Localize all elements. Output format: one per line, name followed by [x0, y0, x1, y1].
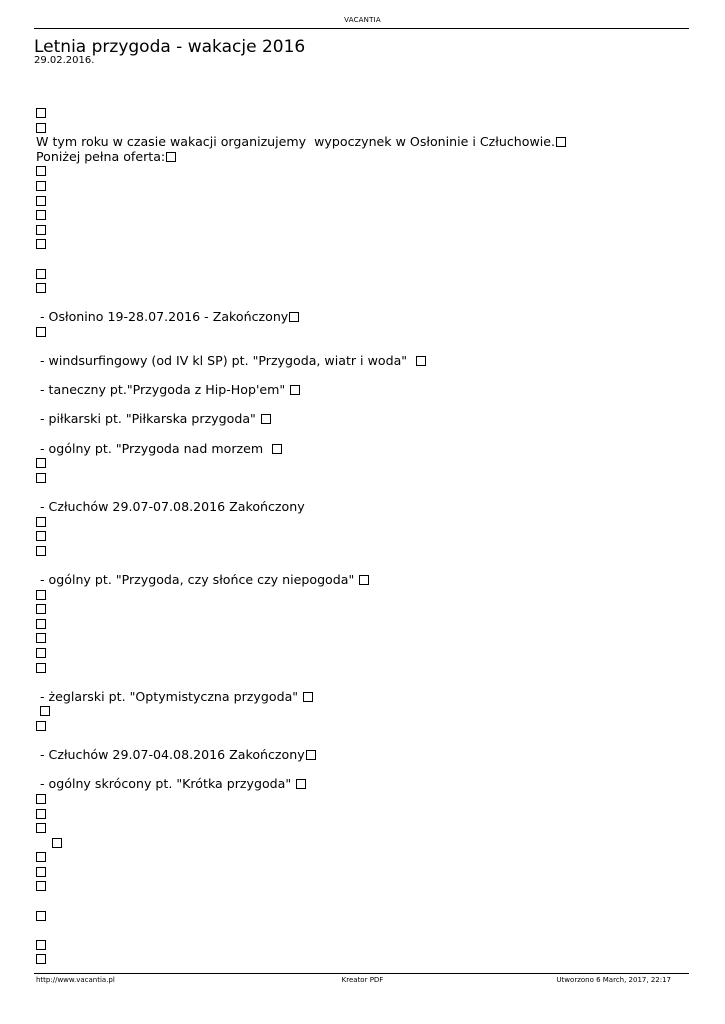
- empty-line: [36, 909, 696, 924]
- empty-line: [36, 237, 696, 252]
- offer-football: - piłkarski pt. "Piłkarska przygoda": [36, 411, 260, 427]
- empty-line: [36, 194, 696, 209]
- blank-line: [36, 296, 696, 311]
- camp-oslonino: - Osłonino 19-28.07.2016 - Zakończony: [36, 309, 289, 325]
- offer-general-sea: - ogólny pt. "Przygoda nad morzem: [36, 440, 272, 456]
- blank-line: [36, 427, 696, 442]
- missing-glyph-box-icon: [36, 123, 46, 133]
- empty-line: [36, 850, 696, 865]
- offer-line: [36, 383, 696, 398]
- paragraph-line: [36, 150, 696, 165]
- missing-glyph-box-icon: [36, 867, 46, 877]
- empty-line: [36, 106, 696, 121]
- missing-glyph-box-icon: [36, 823, 46, 833]
- missing-glyph-box-icon: [36, 721, 46, 731]
- offer-line: [36, 412, 696, 427]
- header-divider: [34, 28, 689, 29]
- missing-glyph-box-icon: [36, 239, 46, 249]
- blank-line: [36, 369, 696, 384]
- empty-line: [36, 544, 696, 559]
- footer-divider: [34, 973, 689, 974]
- offer-heading: Poniżej pełna oferta:: [36, 148, 166, 164]
- missing-glyph-box-icon: [36, 590, 46, 600]
- empty-line: [36, 807, 696, 822]
- missing-glyph-box-icon: [36, 546, 46, 556]
- empty-line: [36, 164, 696, 179]
- blank-line: [36, 558, 696, 573]
- header-site-name: VACANTIA: [344, 16, 381, 24]
- camp-location-line: [36, 500, 696, 515]
- missing-glyph-box-icon: [289, 312, 299, 322]
- missing-glyph-box-icon: [36, 604, 46, 614]
- empty-line: [36, 471, 696, 486]
- footer-created-timestamp: Utworzono 6 March, 2017, 22:17: [556, 976, 671, 984]
- missing-glyph-box-icon: [36, 517, 46, 527]
- missing-glyph-box-icon: [36, 225, 46, 235]
- empty-line: [36, 179, 696, 194]
- missing-glyph-box-icon: [296, 779, 306, 789]
- empty-line: [36, 631, 696, 646]
- missing-glyph-box-icon: [166, 152, 176, 162]
- missing-glyph-box-icon: [36, 473, 46, 483]
- empty-line: [36, 938, 696, 953]
- empty-line: [36, 588, 696, 603]
- missing-glyph-box-icon: [36, 166, 46, 176]
- empty-line: [36, 646, 696, 661]
- empty-line: [36, 267, 696, 282]
- missing-glyph-box-icon: [52, 838, 62, 848]
- intro-text: W tym roku w czasie wakacji organizujemy wypoczynek w Osłoninie i Człuchowie.: [36, 134, 555, 150]
- empty-line: [36, 121, 696, 136]
- offer-general-weather: - ogólny pt. "Przygoda, czy słońce czy niepogoda": [36, 572, 359, 587]
- empty-line: [36, 281, 696, 296]
- offer-line: [36, 442, 696, 457]
- missing-glyph-box-icon: [306, 750, 316, 760]
- offer-dance: - taneczny pt."Przygoda z Hip-Hop'em": [36, 382, 290, 398]
- blank-line: [36, 894, 696, 909]
- missing-glyph-box-icon: [36, 108, 46, 118]
- empty-line: [36, 704, 696, 719]
- missing-glyph-box-icon: [36, 794, 46, 804]
- blank-line: [36, 340, 696, 355]
- missing-glyph-box-icon: [272, 444, 282, 454]
- empty-line: [36, 602, 696, 617]
- empty-line: [36, 325, 696, 340]
- empty-line: [36, 836, 696, 851]
- missing-glyph-box-icon: [36, 954, 46, 964]
- missing-glyph-box-icon: [416, 356, 426, 366]
- missing-glyph-box-icon: [36, 619, 46, 629]
- blank-line: [36, 734, 696, 749]
- missing-glyph-box-icon: [36, 531, 46, 541]
- offer-windsurfing: - windsurfingowy (od IV kl SP) pt. "Przygoda, wiatr i woda": [36, 353, 416, 369]
- missing-glyph-box-icon: [261, 414, 271, 424]
- missing-glyph-box-icon: [36, 633, 46, 643]
- blank-line: [36, 485, 696, 500]
- empty-line: [36, 529, 696, 544]
- missing-glyph-box-icon: [36, 458, 46, 468]
- blank-line: [36, 252, 696, 267]
- camp-location-line: [36, 748, 696, 763]
- empty-line: [36, 792, 696, 807]
- missing-glyph-box-icon: [36, 809, 46, 819]
- missing-glyph-box-icon: [359, 575, 369, 585]
- blank-line: [36, 398, 696, 413]
- empty-line: [36, 879, 696, 894]
- missing-glyph-box-icon: [36, 881, 46, 891]
- missing-glyph-box-icon: [36, 852, 46, 862]
- offer-line: [36, 573, 696, 588]
- missing-glyph-box-icon: [36, 940, 46, 950]
- missing-glyph-box-icon: [36, 663, 46, 673]
- offer-sailing: - żeglarski pt. "Optymistyczna przygoda": [36, 688, 303, 704]
- article-date: 29.02.2016.: [34, 55, 95, 66]
- missing-glyph-box-icon: [36, 648, 46, 658]
- footer-url-link[interactable]: http://www.vacantia.pl: [36, 976, 115, 984]
- page-title: Letnia przygoda - wakacje 2016: [34, 37, 306, 57]
- empty-line: [36, 865, 696, 880]
- missing-glyph-box-icon: [303, 692, 313, 702]
- empty-line: [36, 515, 696, 530]
- missing-glyph-box-icon: [36, 196, 46, 206]
- offer-short: - ogólny skrócony pt. "Krótka przygoda": [36, 776, 296, 792]
- footer-generator: Kreator PDF: [341, 976, 384, 984]
- empty-line: [36, 208, 696, 223]
- blank-line: [36, 675, 696, 690]
- empty-line: [36, 223, 696, 238]
- article-body: [36, 106, 696, 967]
- missing-glyph-box-icon: [36, 911, 46, 921]
- missing-glyph-box-icon: [290, 385, 300, 395]
- camp-czluchow-1: - Człuchów 29.07-07.08.2016 Zakończony: [36, 499, 305, 515]
- offer-line: [36, 690, 696, 705]
- empty-line: [36, 821, 696, 836]
- empty-line: [36, 661, 696, 676]
- missing-glyph-box-icon: [556, 137, 566, 147]
- missing-glyph-box-icon: [36, 283, 46, 293]
- blank-line: [36, 763, 696, 778]
- blank-line: [36, 923, 696, 938]
- missing-glyph-box-icon: [36, 269, 46, 279]
- paragraph-line: [36, 135, 696, 150]
- camp-czluchow-2: - Człuchów 29.07-04.08.2016 Zakończony: [36, 747, 305, 763]
- camp-location-line: [36, 310, 696, 325]
- missing-glyph-box-icon: [36, 327, 46, 337]
- missing-glyph-box-icon: [40, 706, 50, 716]
- missing-glyph-box-icon: [36, 210, 46, 220]
- offer-line: [36, 354, 696, 369]
- empty-line: [36, 617, 696, 632]
- empty-line: [36, 456, 696, 471]
- offer-line: [36, 777, 696, 792]
- missing-glyph-box-icon: [36, 181, 46, 191]
- empty-line: [36, 719, 696, 734]
- empty-line: [36, 952, 696, 967]
